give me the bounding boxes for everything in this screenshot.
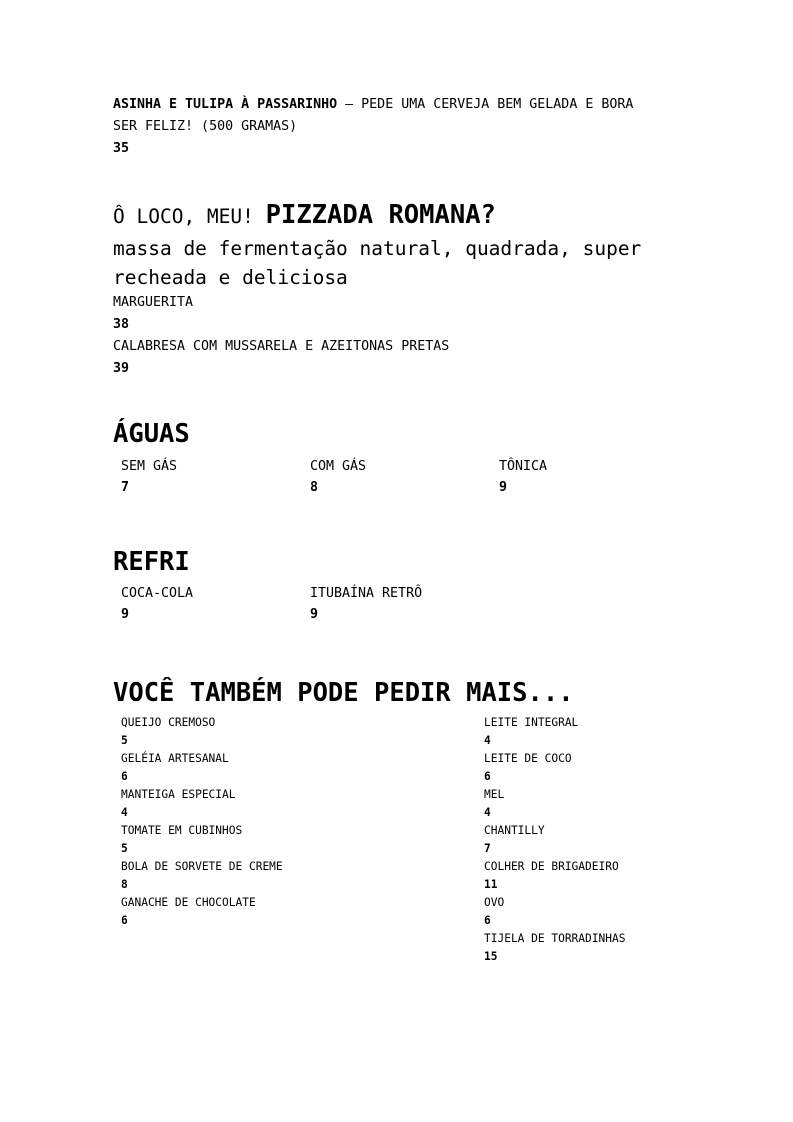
refri-item <box>121 583 193 625</box>
menu-item-price: 8 <box>121 878 128 891</box>
menu-item-name: MANTEIGA ESPECIAL <box>121 788 236 801</box>
aguas-item <box>121 456 177 498</box>
menu-item-name: COCA-COLA <box>121 586 194 601</box>
menu-item-name: MARGUERITA <box>113 295 194 310</box>
menu-item-price: 4 <box>484 806 491 819</box>
menu-item-name: TIJELA DE TORRADINHAS <box>484 932 626 945</box>
menu-item-name: TÔNICA <box>499 459 548 474</box>
menu-item-name: GANACHE DE CHOCOLATE <box>121 896 256 909</box>
menu-item-name: TOMATE EM CUBINHOS <box>121 824 243 837</box>
intro-item-name: ASINHA E TULIPA À PASSARINHO <box>113 97 338 112</box>
menu-item-price: 5 <box>121 734 128 747</box>
menu-item-name: OVO <box>484 896 505 909</box>
menu-item-price: 4 <box>484 734 491 747</box>
menu-item-name: QUEIJO CREMOSO <box>121 716 216 729</box>
menu-item-price: 6 <box>484 770 491 783</box>
menu-item-price: 6 <box>121 914 128 927</box>
menu-item-price: 38 <box>113 317 130 332</box>
pizza-description: massa de fermentação natural, quadrada, super recheada e deliciosa <box>113 237 642 289</box>
pizza-item-list <box>113 292 449 380</box>
menu-item-price: 39 <box>113 361 130 376</box>
menu-item-price: 9 <box>499 480 508 495</box>
menu-item-price: 11 <box>484 878 498 891</box>
menu-item-price: 9 <box>121 607 130 622</box>
intro-item <box>113 94 653 160</box>
menu-item-price: 4 <box>121 806 128 819</box>
aguas-title: ÁGUAS <box>113 419 190 449</box>
menu-item-name: MEL <box>484 788 505 801</box>
menu-item-name: GELÉIA ARTESANAL <box>121 752 229 765</box>
refri-item <box>310 583 422 625</box>
menu-item-price: 9 <box>310 607 319 622</box>
aguas-item <box>310 456 366 498</box>
menu-item-price: 5 <box>121 842 128 855</box>
pizza-heading-prefix: Ô LOCO, MEU! <box>113 205 266 228</box>
menu-item-name: CHANTILLY <box>484 824 545 837</box>
menu-item-name: LEITE DE COCO <box>484 752 572 765</box>
menu-item-price: 15 <box>484 950 498 963</box>
menu-item-name: BOLA DE SORVETE DE CREME <box>121 860 283 873</box>
refri-title: REFRI <box>113 547 190 577</box>
menu-item-price: 6 <box>484 914 491 927</box>
menu-item-price: 7 <box>121 480 130 495</box>
intro-item-price: 35 <box>113 141 130 156</box>
menu-item-name: LEITE INTEGRAL <box>484 716 579 729</box>
menu-item-name: SEM GÁS <box>121 459 178 474</box>
pizza-heading-title: PIZZADA ROMANA? <box>265 200 496 230</box>
menu-item-price: 7 <box>484 842 491 855</box>
menu-item-price: 8 <box>310 480 319 495</box>
intro-item-description: – PEDE UMA CERVEJA BEM GELADA E BORA SER FELIZ! (500 GRAMAS) <box>113 97 634 134</box>
aguas-item <box>499 456 547 498</box>
extras-right-column <box>484 714 625 966</box>
menu-item-name: ITUBAÍNA RETRÔ <box>310 586 423 601</box>
extras-title: VOCÊ TAMBÉM PODE PEDIR MAIS... <box>113 678 574 708</box>
menu-item-name: CALABRESA COM MUSSARELA E AZEITONAS PRETAS <box>113 339 450 354</box>
menu-item-name: COM GÁS <box>310 459 367 474</box>
menu-item-name: COLHER DE BRIGADEIRO <box>484 860 619 873</box>
pizza-heading <box>113 196 496 237</box>
extras-left-column <box>121 714 283 930</box>
menu-item-price: 6 <box>121 770 128 783</box>
intro-text <box>113 94 653 138</box>
